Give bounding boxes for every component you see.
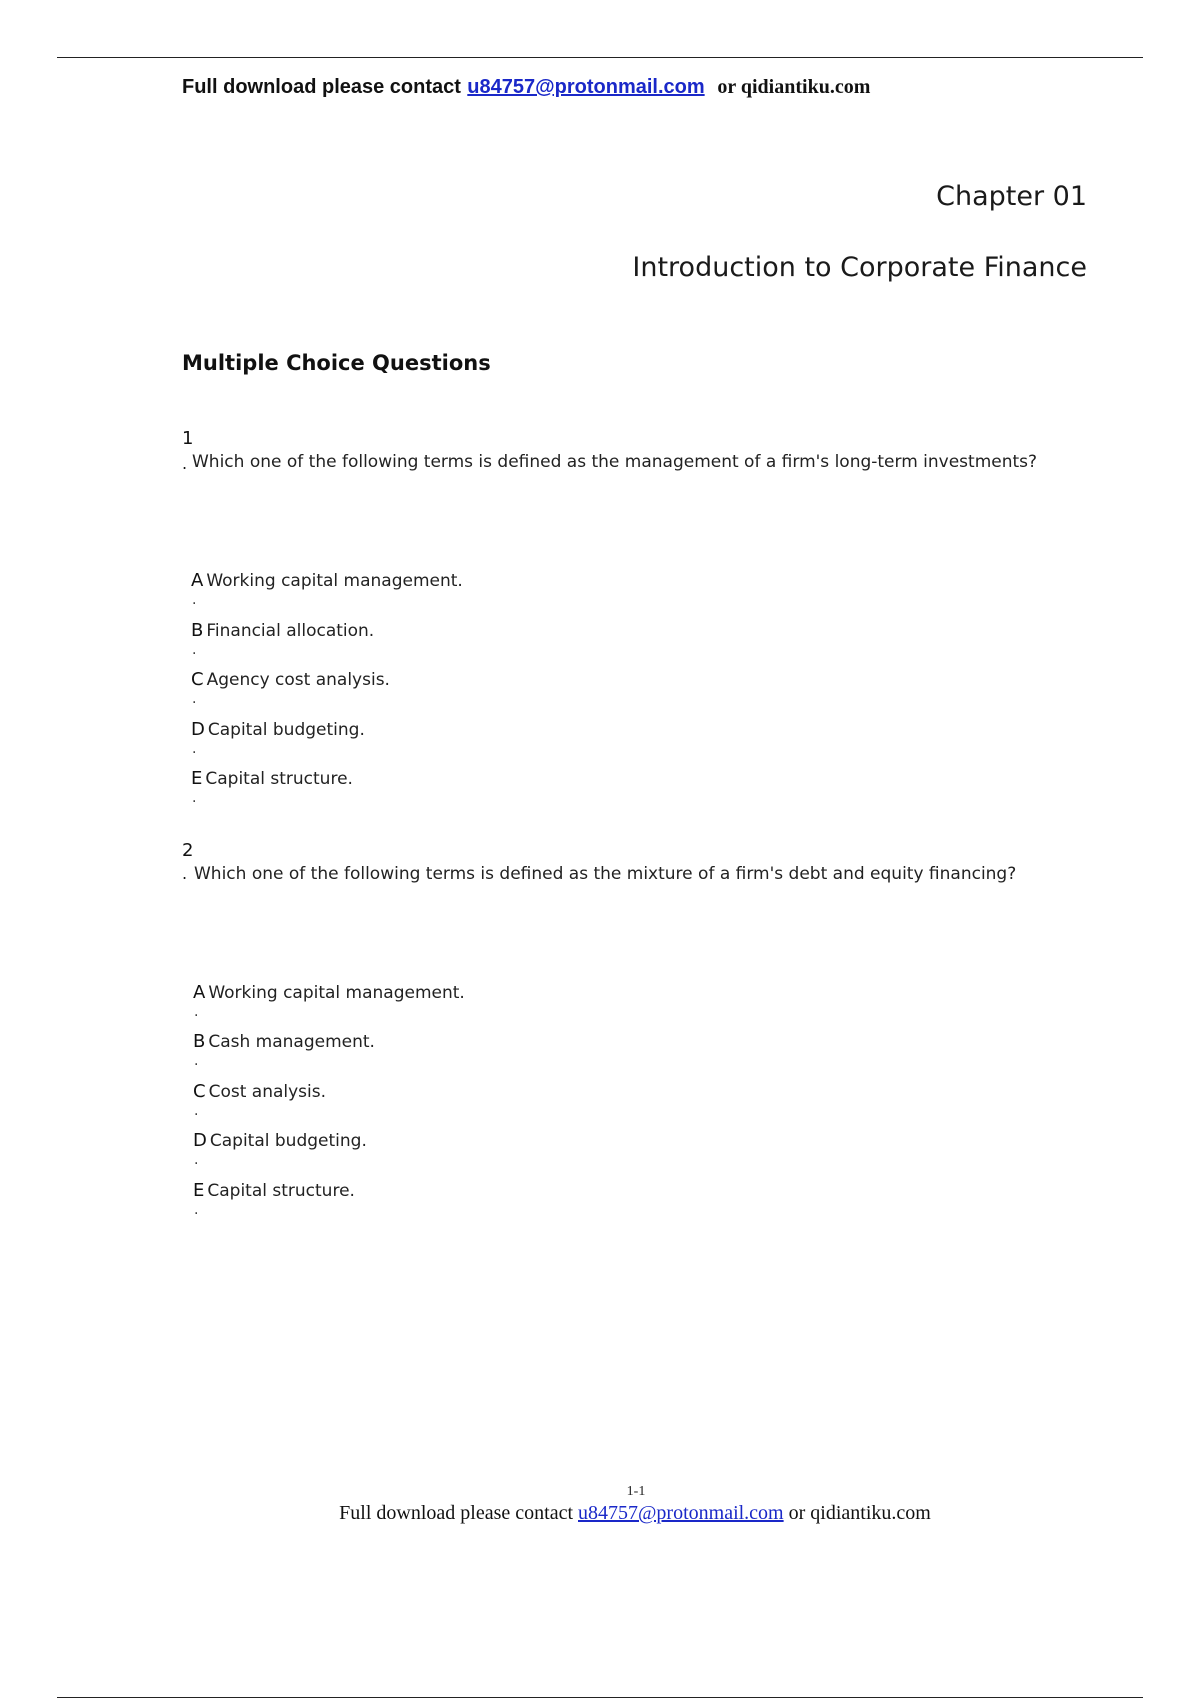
option-text: Capital structure. <box>207 1181 355 1201</box>
question-2-text: Which one of the following terms is defined as the mixture of a firm's debt and equity financing? <box>194 864 1017 884</box>
option-dot: . <box>192 592 197 608</box>
option-dot: . <box>192 741 197 757</box>
question-2-option-a[interactable] <box>193 982 465 1020</box>
option-letter: A <box>191 570 204 591</box>
option-text: Agency cost analysis. <box>206 670 390 690</box>
section-title: Multiple Choice Questions <box>182 351 491 375</box>
chapter-title: Introduction to Corporate Finance <box>632 252 1087 283</box>
question-1-number: 1 <box>182 428 194 449</box>
option-dot: . <box>194 1152 199 1168</box>
option-text: Capital budgeting. <box>207 720 365 740</box>
top-rule <box>57 57 1143 58</box>
page-number: 1-1 <box>626 1484 646 1499</box>
option-text: Cash management. <box>208 1032 375 1052</box>
option-letter: D <box>193 1130 207 1151</box>
option-letter: E <box>193 1180 205 1201</box>
option-text: Cost analysis. <box>208 1082 327 1102</box>
question-1-dot: . <box>182 454 188 473</box>
option-dot: . <box>192 691 197 707</box>
footer-contact-text: Full download please contact <box>339 1502 573 1524</box>
option-letter: A <box>193 982 206 1003</box>
option-text: Capital structure. <box>205 769 353 789</box>
question-1-text: Which one of the following terms is defined as the management of a firm's long-term investments? <box>192 452 1038 472</box>
option-letter: D <box>191 719 205 740</box>
footer-site-text: or qidiantiku.com <box>788 1502 931 1524</box>
option-dot: . <box>194 1053 199 1069</box>
option-text: Working capital management. <box>206 571 463 591</box>
option-dot: . <box>194 1202 199 1218</box>
option-letter: B <box>191 620 204 641</box>
option-dot: . <box>194 1004 199 1020</box>
option-dot: . <box>192 642 197 658</box>
header-email-link[interactable]: u84757@protonmail.com <box>467 76 705 98</box>
option-text: Financial allocation. <box>206 621 375 641</box>
header-contact-banner <box>182 74 870 99</box>
option-text: Capital budgeting. <box>209 1131 367 1151</box>
bottom-rule <box>57 1697 1143 1698</box>
question-2-option-d[interactable] <box>193 1130 367 1168</box>
header-contact-text: Full download please contact <box>182 76 461 98</box>
question-1-option-c[interactable] <box>191 669 390 707</box>
question-1-option-d[interactable] <box>191 719 365 757</box>
question-1-option-b[interactable] <box>191 620 375 658</box>
question-1-option-a[interactable] <box>191 570 463 608</box>
option-dot: . <box>192 790 197 806</box>
chapter-number: Chapter 01 <box>936 181 1087 212</box>
option-letter: E <box>191 768 203 789</box>
question-2-option-c[interactable] <box>193 1081 327 1119</box>
header-site-text: or qidiantiku.com <box>717 76 871 98</box>
question-2-number: 2 <box>182 840 194 861</box>
question-2-option-e[interactable] <box>193 1180 355 1218</box>
footer-email-link[interactable]: u84757@protonmail.com <box>578 1502 784 1524</box>
footer-contact-banner <box>0 1502 1200 1525</box>
option-dot: . <box>194 1103 199 1119</box>
question-2-dot: . <box>182 864 188 883</box>
question-1-option-e[interactable] <box>191 768 353 806</box>
option-letter: C <box>191 669 204 690</box>
option-letter: C <box>193 1081 206 1102</box>
question-2-option-b[interactable] <box>193 1031 375 1069</box>
option-text: Working capital management. <box>208 983 465 1003</box>
option-letter: B <box>193 1031 206 1052</box>
